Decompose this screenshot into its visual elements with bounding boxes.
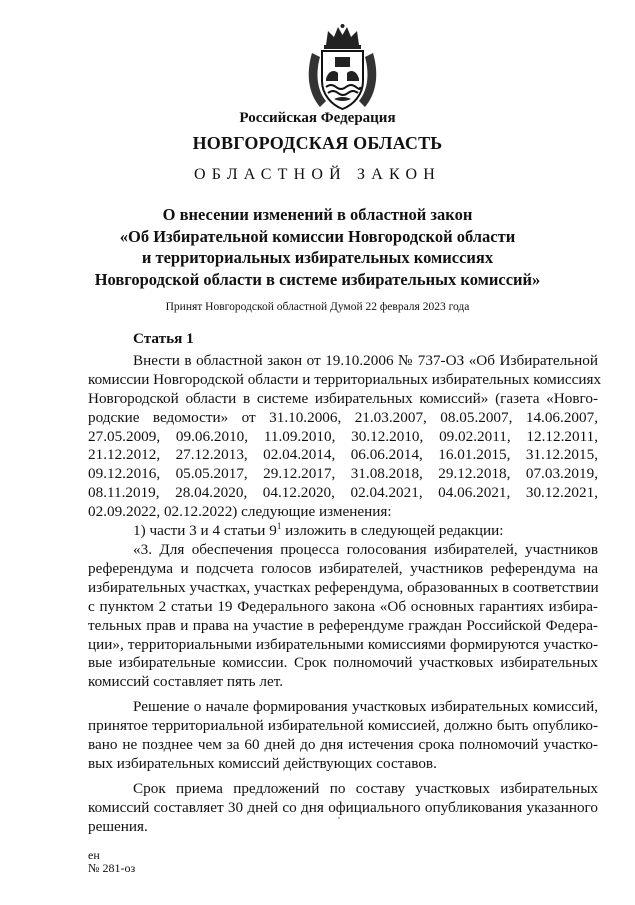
country-name: Российская Федерация	[239, 110, 396, 126]
decision-line: вано не позднее чем за 60 дней до дня истечения срока полномочий участко-	[88, 736, 598, 754]
intro-line: Новгородской области в системе избирательных комиссий» (газета «Новго-	[88, 389, 598, 407]
document-footer	[88, 849, 135, 875]
law-type: ОБЛАСТНОЙ ЗАКОН	[193, 166, 441, 183]
item-1-text: 1) части 3 и 4 статьи 9	[133, 522, 277, 540]
coat-of-arms-icon	[304, 23, 381, 113]
part-3-line: избирательных участках, участках референдума, образованных в соответствии	[88, 578, 599, 596]
intro-line: 27.05.2009, 09.06.2010, 11.09.2010, 30.12.2010, 09.02.2011, 12.12.2011,	[88, 427, 598, 445]
decision-line: вых избирательных комиссий действующих составов.	[88, 754, 437, 772]
intro-line: 21.12.2012, 27.12.2013, 02.04.2014, 06.06.2014, 16.01.2015, 31.12.2015,	[88, 446, 598, 464]
term-line: комиссий составляет 30 дней со дня официального опубликования указанного	[88, 798, 598, 816]
term-line: решения.	[88, 817, 148, 835]
article-heading: Статья 1	[133, 330, 194, 347]
intro-line: родские ведомости» от 31.10.2006, 21.03.2007, 08.05.2007, 14.06.2007,	[88, 408, 598, 426]
document-number: № 281-оз	[88, 861, 136, 875]
part-3-line: комиссий составляет пять лет.	[88, 673, 283, 691]
intro-line: 08.11.2019, 28.04.2020, 04.12.2020, 02.04.2021, 04.06.2021, 30.12.2021,	[88, 484, 598, 502]
law-title-line: Новгородской области в системе избирательных комиссий»	[94, 269, 541, 289]
law-title	[0, 204, 635, 290]
intro-line: Внести в областной закон от 19.10.2006 № 737-ОЗ «Об Избирательной	[133, 351, 598, 369]
item-1-text-end: изложить в следующей редакции:	[281, 522, 504, 540]
part-3-line: вые избирательные комиссии. Срок полномочий участковых избирательных	[88, 654, 598, 672]
item-1	[88, 522, 598, 541]
part-3-line: с пунктом 2 статьи 19 Федерального закона «Об основных гарантиях избира-	[88, 597, 598, 615]
part-3-line: «3. Для обеспечения процесса голосования избирателей, участников	[133, 540, 598, 558]
law-title-line: «Об Избирательной комиссии Новгородской области	[119, 226, 516, 246]
part-3-line: референдума и подсчета голосов избирателей, участников референдума на	[88, 559, 598, 577]
article-body	[88, 330, 602, 837]
region-name: НОВГОРОДСКАЯ ОБЛАСТЬ	[192, 133, 443, 153]
part-3-line: тельных прав и права на участие в референдуме граждан Российской Федера-	[88, 616, 598, 634]
decision-line: Решение о начале формирования участковых избирательных комиссий,	[133, 698, 598, 716]
term-line: Срок приема предложений по составу участковых избирательных	[133, 779, 598, 797]
part-3-line: ции», территориальными избирательными комиссиями формируются участко-	[88, 635, 598, 653]
coat-of-arms-emblem	[304, 23, 381, 113]
law-title-line: О внесении изменений в областной закон	[162, 205, 473, 224]
intro-line: 09.12.2016, 05.05.2017, 29.12.2017, 31.08.2018, 29.12.2018, 07.03.2019,	[88, 465, 598, 483]
scan-speck	[338, 817, 340, 819]
executor-initials: ен	[88, 848, 100, 862]
adoption-note: Принят Новгородской областной Думой 22 февраля 2023 года	[165, 301, 470, 313]
intro-line: комиссии Новгородской области и территориальных избирательных комиссиях	[88, 370, 602, 388]
item-1-superscript: 1	[276, 521, 282, 531]
law-title-line: и территориальных избирательных комиссиях	[141, 248, 494, 267]
decision-line: принятое территориальной избирательной комиссией, должно быть опублико-	[88, 717, 598, 735]
intro-line: 02.09.2022, 02.12.2022) следующие изменения:	[88, 503, 392, 521]
